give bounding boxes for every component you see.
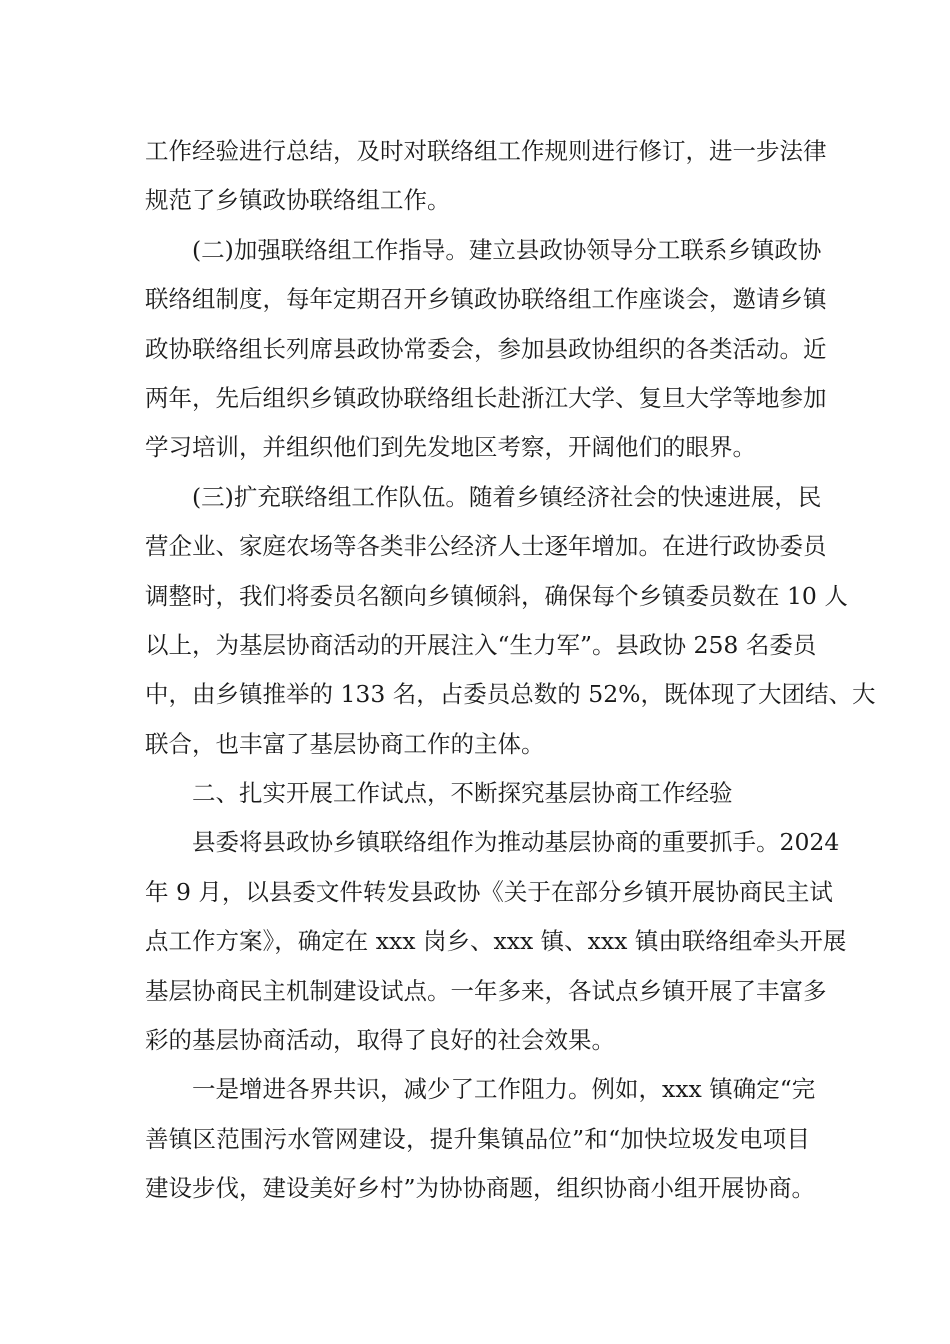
text-line: 善镇区范围污水管网建设，提升集镇品位”和“加快垃圾发电项目 xyxy=(145,1124,810,1153)
text-line: 学习培训，并组织他们到先发地区考察，开阔他们的眼界。 xyxy=(145,433,756,462)
text-line: 调整时，我们将委员名额向乡镇倾斜，确保每个乡镇委员数在 10 人 xyxy=(145,581,848,610)
paragraph-section-two xyxy=(145,226,827,473)
text-line: 联合，也丰富了基层协商工作的主体。 xyxy=(145,729,545,758)
text-line: 基层协商民主机制建设试点。一年多来，各试点乡镇开展了丰富多 xyxy=(145,976,827,1005)
heading-line: 二、扎实开展工作试点，不断探究基层协商工作经验 xyxy=(192,779,733,808)
paragraph-continuation xyxy=(145,127,827,226)
text-line: 联络组制度，每年定期召开乡镇政协联络组工作座谈会，邀请乡镇 xyxy=(145,285,827,314)
document-body xyxy=(145,127,876,1214)
text-line: 建设步伐，建设美好乡村”为协协商题，组织协商小组开展协商。 xyxy=(145,1174,816,1203)
text-line: 点工作方案》，确定在 xxx 岗乡、xxx 镇、xxx 镇由联络组牵头开展 xyxy=(145,927,847,956)
text-line: 工作经验进行总结，及时对联络组工作规则进行修订，进一步法律 xyxy=(145,137,827,165)
text-line: 年 9 月，以县委文件转发县政协《关于在部分乡镇开展协商民主试 xyxy=(145,877,833,906)
text-line: 规范了乡镇政协联络组工作。 xyxy=(145,186,451,215)
text-line: 一是增进各界共识，减少了工作阻力。例如，xxx 镇确定“完 xyxy=(192,1075,816,1104)
text-line: 中，由乡镇推举的 133 名，占委员总数的 52%，既体现了大团结、大 xyxy=(145,680,876,709)
text-line: 两年，先后组织乡镇政协联络组长赴浙江大学、复旦大学等地参加 xyxy=(145,383,827,412)
paragraph-pilot xyxy=(145,818,847,1065)
text-line: 营企业、家庭农场等各类非公经济人士逐年增加。在进行政协委员 xyxy=(145,532,827,561)
section-heading xyxy=(145,769,810,818)
text-line: 政协联络组长列席县政协常委会，参加县政协组织的各类活动。近 xyxy=(145,334,827,363)
text-line: 彩的基层协商活动，取得了良好的社会效果。 xyxy=(145,1026,615,1055)
text-line: 县委将县政协乡镇联络组作为推动基层协商的重要抓手。2024 xyxy=(192,828,840,857)
text-line: (三)扩充联络组工作队伍。随着乡镇经济社会的快速进展，民 xyxy=(192,482,822,511)
text-line: 以上，为基层协商活动的开展注入“生力军”。县政协 258 名委员 xyxy=(145,630,817,659)
paragraph-section-three xyxy=(145,473,876,769)
text-line: (二)加强联络组工作指导。建立县政协领导分工联系乡镇政协 xyxy=(192,235,822,264)
paragraph-consensus xyxy=(145,1065,816,1213)
